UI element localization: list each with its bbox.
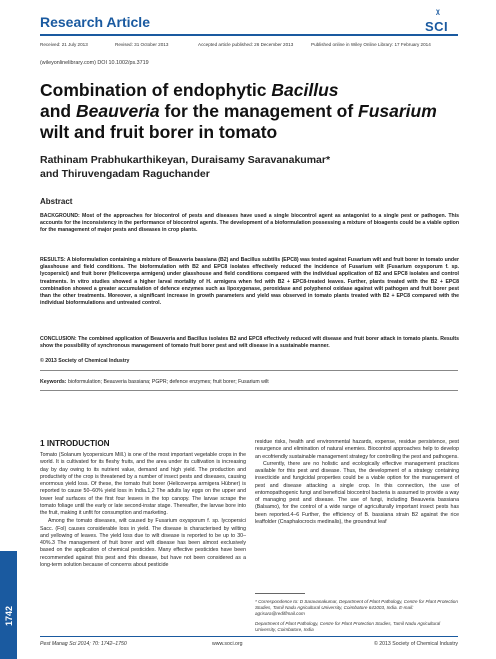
abstract-results: RESULTS: A bioformulation containing a mixture of Beauveria bassiana (B2) and Bacillus subtilis (EPC8) was tested against Fusarium wilt and fruit borer in tomato under glasshouse and field conditions. The bioformulation with B2 and EPC8 isolates effectively reduced the incidence of Fusarium wilt (Fusarium oxysporum f. sp. lycopersici) and fruit borer (Helicoverpa armigera) under glasshouse and field conditions compared with the individual application of B2 and EPC8 isolates and control treatments. In vitro studies showed a higher larval mortality of H. armigera when fed with B2 + EPC8-treated leaves. Further, plants treated with the B2 + EPC8 combination showed a greater accumulation of defence enzymes such as lipoxygenase, peroxidase and polyphenol oxidase against wilt pathogen and fruit borer pest than the other treatments. Moreover, a significant increase in growth parameters and yield was observed in tomato plants treated with B2 + EPC8 compared with the individual bioformulations and untreated control.	[40, 257, 459, 307]
keywords-top-divider	[40, 370, 458, 371]
footer-journal-citation: Pest Manag Sci 2014; 70: 1742–1750	[40, 641, 127, 647]
accepted-date: Accepted article published: 26 December 2013	[198, 42, 294, 47]
keywords-bottom-divider	[40, 390, 458, 391]
article-type-label: Research Article	[40, 14, 150, 30]
affiliation-footnote: Department of Plant Pathology, Centre for Plant Protection Studies, Tamil Nadu Agricultural University, Coimbatore, India	[255, 621, 441, 633]
footer-divider	[40, 636, 458, 637]
abstract-heading: Abstract	[40, 197, 73, 206]
correspondence-footnote: * Correspondence to: D Saravanakumar, Department of Plant Pathology, Centre for Plant Protection Studies, Tamil Nadu Agricultural University, Coimbatore 641003, India. E-mail: agrisara@rediffmail.com	[255, 599, 458, 617]
section-heading-introduction: 1 INTRODUCTION	[40, 439, 110, 448]
intro-paragraph-2: Among the tomato diseases, wilt caused by Fusarium oxysporum f. sp. lycopersici Sacc. (Fol) causes considerable loss in yield. The disease is characterised by wilting and yellowing of leaves. The yield loss due to wilt disease is reported to be up to 30–40%.3 The management of fruit borer and wilt disease has been almost exclusively based on the application of chemical pesticides. Many effective pesticides have been recommended against this pest and this disease, but have not been considered as a long-term solution because of concerns about pesticide	[40, 518, 246, 568]
footnote-divider	[255, 593, 305, 594]
title-line-1: Combination of endophytic Bacillus	[40, 80, 339, 100]
body-column-left	[40, 452, 246, 570]
sci-logo	[425, 8, 461, 34]
keywords-text: bioformulation; Beauveria bassiana; PGPR; defence enzymes; fruit borer; Fusarium wilt	[66, 379, 269, 385]
intro-paragraph-1: Tomato (Solanum lycopersicum Mill.) is one of the most important vegetable crops in the world. It is cultivated for its fleshy fruits, and the area under its cultivation is increasing day by day owing to its nutrient value, demand and high yield. The production and productivity of the crop is threatened by a number of insect pests and diseases, causing enormous yield loss. Of these, the tomato fruit borer (Helicoverpa armigera Hübner) is reported to cause 50–60% yield loss in India.1,2 The adults lay eggs on the upper and lower leaf surfaces of the first four leaves in the top canopy. The larvae scrape the tomato foliage until the early or late second-instar stage. Thereafter, the larvae bore into the fruit, making it unfit for consumption and marketing.	[40, 452, 246, 516]
article-title	[40, 80, 460, 143]
published-date: Published online in Wiley Online Library: 17 February 2014	[311, 42, 431, 47]
authors-line-1: Rathinam Prabhukarthikeyan, Duraisamy Saravanakumar*	[40, 154, 331, 166]
sci-logo-text: SCI	[425, 19, 449, 34]
page-number-tab	[0, 551, 17, 659]
intro-paragraph-3: residue risks, health and environmental hazards, expense, residue persistence, pest resurgence and elimination of natural enemies. Biocontrol approaches help to develop an ecofriendly sustainable management strategy for controlling the pest and pathogens.	[255, 439, 459, 460]
doi-line: (wileyonlinelibrary.com) DOI 10.1002/ps.3719	[40, 60, 149, 66]
abstract-copyright: © 2013 Society of Chemical Industry	[40, 358, 130, 364]
header-divider	[40, 34, 458, 36]
body-column-right	[255, 439, 459, 526]
title-line-2: and Beauveria for the management of Fusarium	[40, 101, 437, 121]
abstract-background: BACKGROUND: Most of the approaches for biocontrol of pests and diseases have used a single biocontrol agent as antagonist to a single pest or pathogen. This accounts for the inconsistency in the performance of biocontrol agents. The development of a bioformulation possessing a mixture of bioagents could be a viable option for the management of major pests and diseases in crop plants.	[40, 213, 459, 234]
page-number: 1742	[4, 605, 14, 626]
sci-logo-mark-icon: ᵡ	[436, 8, 440, 19]
keywords-label: Keywords:	[40, 379, 67, 385]
intro-paragraph-4: Currently, there are no holistic and ecologically effective management practices available for this pest and disease. Thus, the development of a strategy containing insecticide and fungicidal properties could be a viable option for the management of pest and disease attacking a single crop. In this connection, the use of entomopathogenic fungi and beneficial biocontrol bacteria is assumed to provide a way of managing pest and disease. The use of fungi, including Beauveria bassiana (Balsamo), for the control of a wide range of agriculturally important insect pests has been reported.4–6 Further, the efficiency of B. bassiana strain B2 against the rice leaffolder (Cnaphalocrocis medinalis), the groundnut leaf	[255, 460, 459, 525]
title-line-3: wilt and fruit borer in tomato	[40, 122, 278, 142]
author-list	[40, 153, 460, 181]
footer-url-link[interactable]: www.soci.org	[212, 641, 243, 647]
abstract-conclusion: CONCLUSION: The combined application of Beauveria and Bacillus isolates B2 and EPC8 effectively reduced wilt disease and fruit borer attack in tomato plants. Results show the possibility of synchronous management of tomato fruit borer pest and wilt disease in a sustainable manner.	[40, 336, 459, 350]
authors-line-2: and Thiruvengadam Raguchander	[40, 168, 210, 180]
received-date: Received: 21 July 2013	[40, 42, 88, 47]
keywords-line	[40, 379, 458, 385]
footer-copyright: © 2013 Society of Chemical Industry	[374, 641, 458, 647]
revised-date: Revised: 31 October 2013	[115, 42, 169, 47]
